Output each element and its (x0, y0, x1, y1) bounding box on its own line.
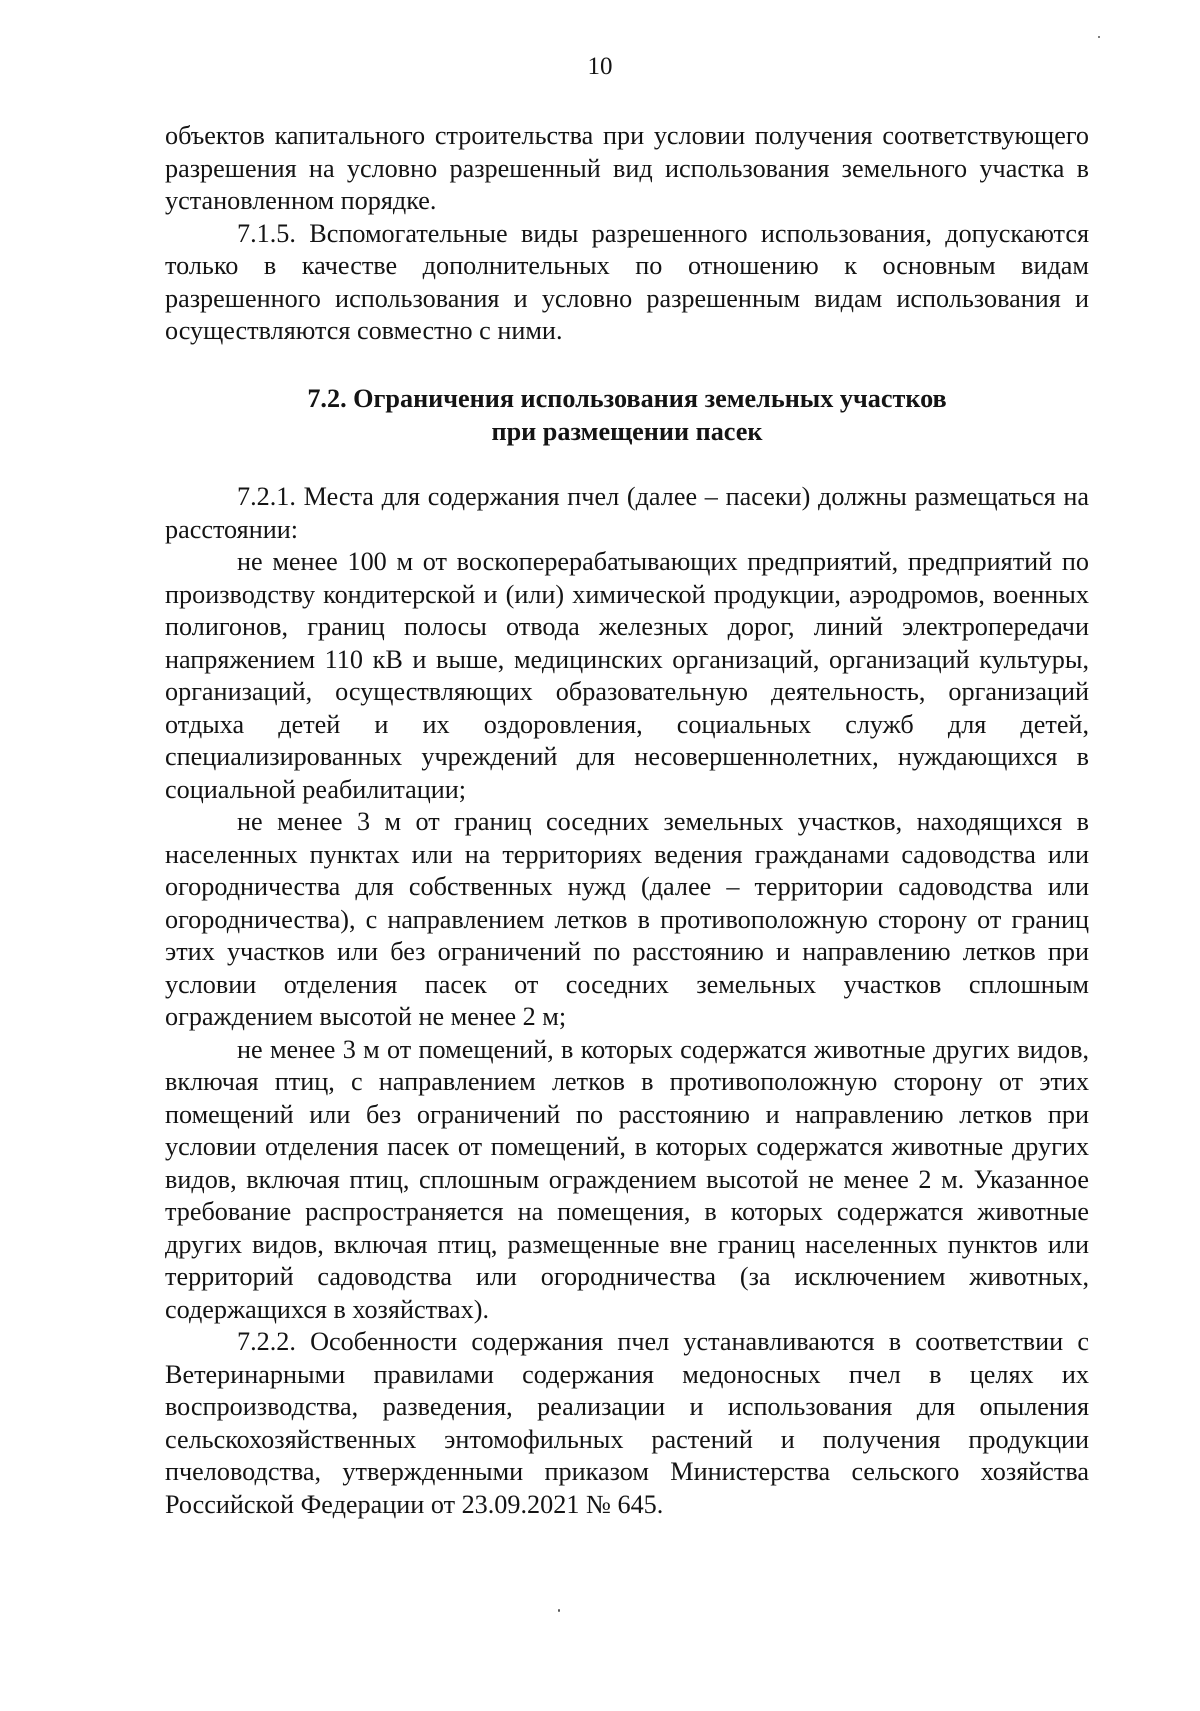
distance-3m-plots-paragraph: не менее 3 м от границ соседних земельных участков, находящихся в населенных пунктах или на территориях ведения гражданами садоводства или огородничества для собственных нужд (далее – территории садоводства или огородничества), с направлением летков в противоположную сторону от границ этих участков или без ограничений по расстоянию и направлению летков при условии отделения пасек от соседних земельных участков сплошным ограждением высотой не менее 2 м; (165, 807, 1089, 1031)
scan-speck (558, 1609, 560, 1612)
distance-3m-premises-paragraph: не менее 3 м от помещений, в которых содержатся животные других видов, включая птиц, с направлением летков в противоположную сторону от этих помещений или без ограничений по расстоянию и направлению летков при условии отделения пасек от помещений, в которых содержатся животные других видов, включая птиц, сплошным ограждением высотой не менее 2 м. Указанное требование распространяется на помещения, в которых содержатся животные других видов, включая птиц, размещенные вне границ населенных пунктов или территорий садоводства или огородничества (за исключением животных, содержащихся в хозяйствах). (165, 1034, 1089, 1324)
page-number: 10 (587, 53, 613, 80)
clause-7-2-2-paragraph: 7.2.2. Особенности содержания пчел устанавливаются в соответствии с Ветеринарными правилами содержания медоносных пчел в целях их воспроизводства, разведения, реализации и использования для опыления сельскохозяйственных энтомофильных растений и получения продукции пчеловодства, утвержденными приказом Министерства сельского хозяйства Российской Федерации от 23.09.2021 № 645. (165, 1327, 1089, 1519)
section-heading-line-1: 7.2. Ограничения использования земельных участков (307, 384, 947, 413)
clause-7-2-1-paragraph: 7.2.1. Места для содержания пчел (далее – пасеки) должны размещаться на расстоянии: (165, 482, 1089, 544)
intro-paragraph-continuation: объектов капитального строительства при условии получения соответствующего разрешения на условно разрешенный вид использования земельного участка в установленном порядке. (165, 121, 1089, 215)
distance-100m-paragraph: не менее 100 м от воскоперерабатывающих предприятий, предприятий по производству кондитерской и (или) химической продукции, аэродромов, военных полигонов, границ полосы отвода железных дорог, линий электропередачи напряжением 110 кВ и выше, медицинских организаций, организаций культуры, организаций, осуществляющих образовательную деятельность, организаций отдыха детей и их оздоровления, социальных служб для детей, специализированных учреждений для несовершеннолетних, нуждающихся в социальной реабилитации; (165, 547, 1089, 804)
section-heading-line-2: при размещении пасек (491, 417, 763, 446)
clause-7-1-5-paragraph: 7.1.5. Вспомогательные виды разрешенного использования, допускаются только в качестве дополнительных по отношению к основным видам разрешенного использования и условно разрешенным видам использования и осуществляются совместно с ними. (165, 218, 1089, 345)
intro-text-block (165, 120, 1089, 348)
section-heading (165, 382, 1089, 448)
section-body (165, 481, 1089, 1521)
scan-speck (1098, 36, 1100, 38)
